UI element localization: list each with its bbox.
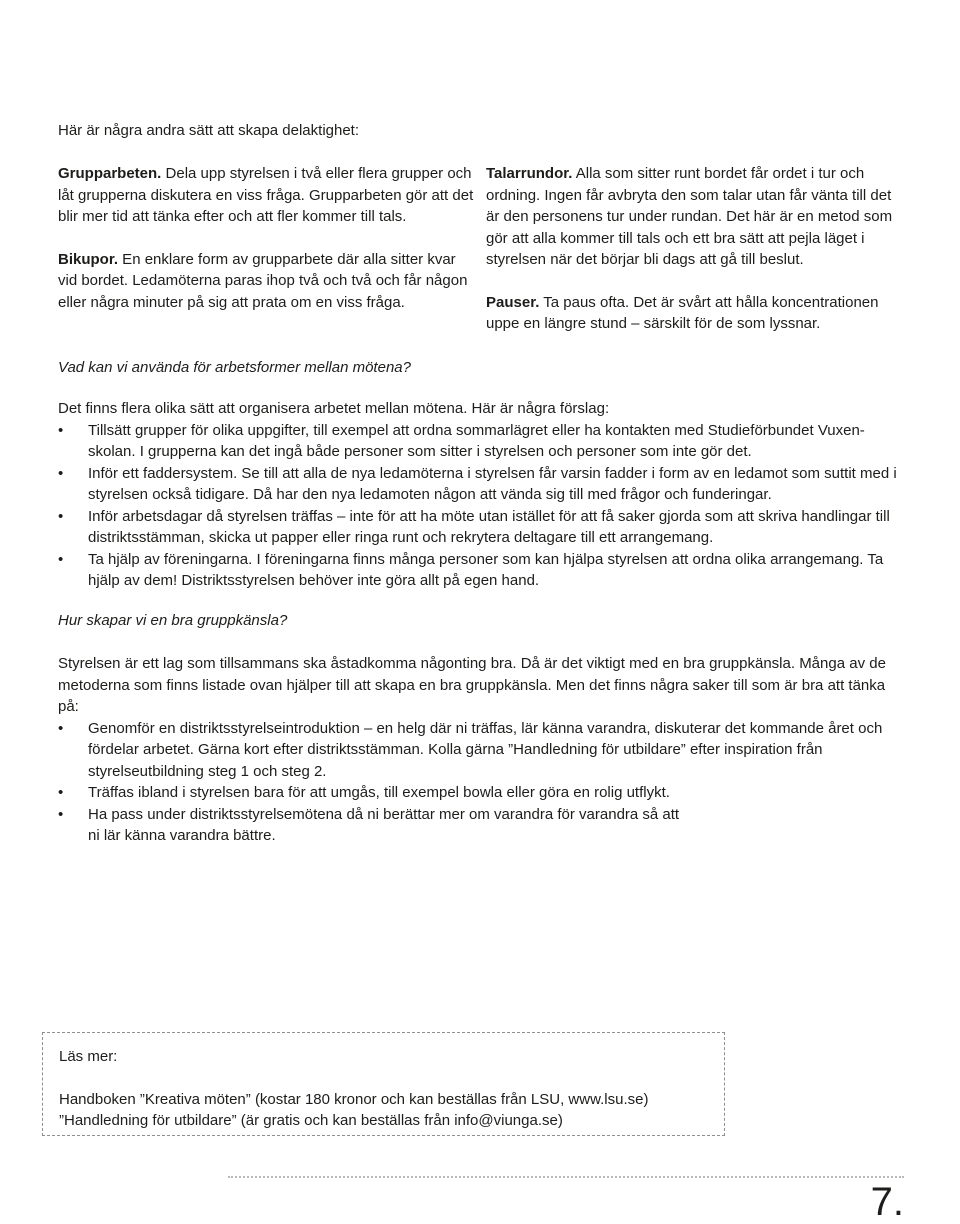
list-item: • Träffas ibland i styrelsen bara för att umgås, till exempel bowla eller göra en rolig utflykt. [58,782,908,804]
method-talarrundor [486,163,906,271]
list-item: • Genomför en distriktsstyrelseintroduktion – en helg där ni träffas, lär känna varandra, diskuterar det kommande året och fördelar arbetet. Gärna kort efter distriktsstämman. Kolla gärna ”Handledning för utbildare” efter inspiration från styrelseutbildning steg 1 och steg 2. [58,718,908,783]
method-term: Pauser. [486,293,540,311]
read-more-item: Handboken ”Kreativa möten” (kostar 180 kronor och kan beställas från LSU, www.lsu.se) [59,1090,649,1108]
list-item: • Tillsätt grupper för olika uppgifter, till exempel att ordna sommarlägret eller ha kontakten med Studieförbundet Vuxen-skolan. I grupperna kan det ingå både personer som sitter i styrelsen och personer som inte gör det. [58,420,908,463]
section-lead: Styrelsen är ett lag som tillsammans ska åstadkomma någonting bra. Då är det viktigt med en bra gruppkänsla. Många av de metoderna som finns listade ovan hjälper till att skapa en bra gruppkänsla. Men det finns några saker till som är bra att tänka på: [58,655,886,715]
list-item: • Inför ett faddersystem. Se till att alla de nya ledamöterna i styrelsen får varsin fadder i form av en ledamot som suttit med i styrelsen också tidigare. Då har den nya ledamoten någon att vända sig till med frågor och funderingar. [58,463,908,506]
method-grupparbeten [58,163,476,228]
page-number: 7. [870,1180,904,1224]
method-text: Ta paus ofta. Det är svårt att hålla koncentrationen uppe en längre stund – särskilt för de som lyssnar. [486,293,879,332]
footer-divider [228,1176,904,1178]
list-item: • Ha pass under distriktsstyrelsemötena då ni berättar mer om varandra för varandra så att ni lär känna varandra bättre. [58,804,688,847]
intro-text: Här är några andra sätt att skapa delaktighet: [58,122,360,139]
method-text: Alla som sitter runt bordet får ordet i tur och ordning. Ingen får avbryta den som talar utan får vänta till det är den personens tur under rundan. Det här är en metod som gör att alla kommer till tals och ett bra sätt att pejla läget i styrelsen när det börjar bli dags att gå till beslut. [486,165,893,268]
section-lead: Det finns flera olika sätt att organisera arbetet mellan mötena. Här är några förslag: [58,400,610,417]
read-more-item: ”Handledning för utbildare” (är gratis och kan beställas från info@viunga.se) [59,1112,563,1129]
method-pauser [486,292,906,335]
right-column [486,163,906,335]
method-term: Grupparbeten. [58,165,162,182]
section-question: Hur skapar vi en bra gruppkänsla? [58,612,288,629]
read-more-box [42,1032,725,1136]
section-group-feeling [58,653,908,847]
method-text: Dela upp styrelsen i två eller flera grupper och låt grupperna diskutera en viss fråga. Grupparbeten gör att det blir mer tid att tänka efter och att fler kommer till tals. [58,165,474,225]
left-column [58,163,476,313]
bullet-list [58,718,908,847]
bullet-list [58,420,908,592]
read-more-label: Läs mer: [59,1048,118,1065]
list-item: • Inför arbetsdagar då styrelsen träffas – inte för att ha möte utan istället för att få saker gjorda som att skriva handlingar till distriktsstämman, skicka ut papper eller ringa runt och rekrytera deltagare till ett arrangemang. [58,506,908,549]
section-question: Vad kan vi använda för arbetsformer mellan mötena? [58,359,411,376]
method-text: En enklare form av grupparbete där alla sitter kvar vid bordet. Ledamöterna paras ihop två och två och får någon eller några minuter på sig att prata om en viss fråga. [58,250,468,311]
method-term: Bikupor. [58,250,119,268]
section-working-methods [58,398,908,592]
method-term: Talarrundor. [486,165,573,182]
list-item: • Ta hjälp av föreningarna. I föreningarna finns många personer som kan hjälpa styrelsen att ordna olika arrangemang. Ta hjälp av dem! Distriktsstyrelsen behöver inte göra allt på egen hand. [58,549,908,592]
method-bikupor [58,249,476,314]
